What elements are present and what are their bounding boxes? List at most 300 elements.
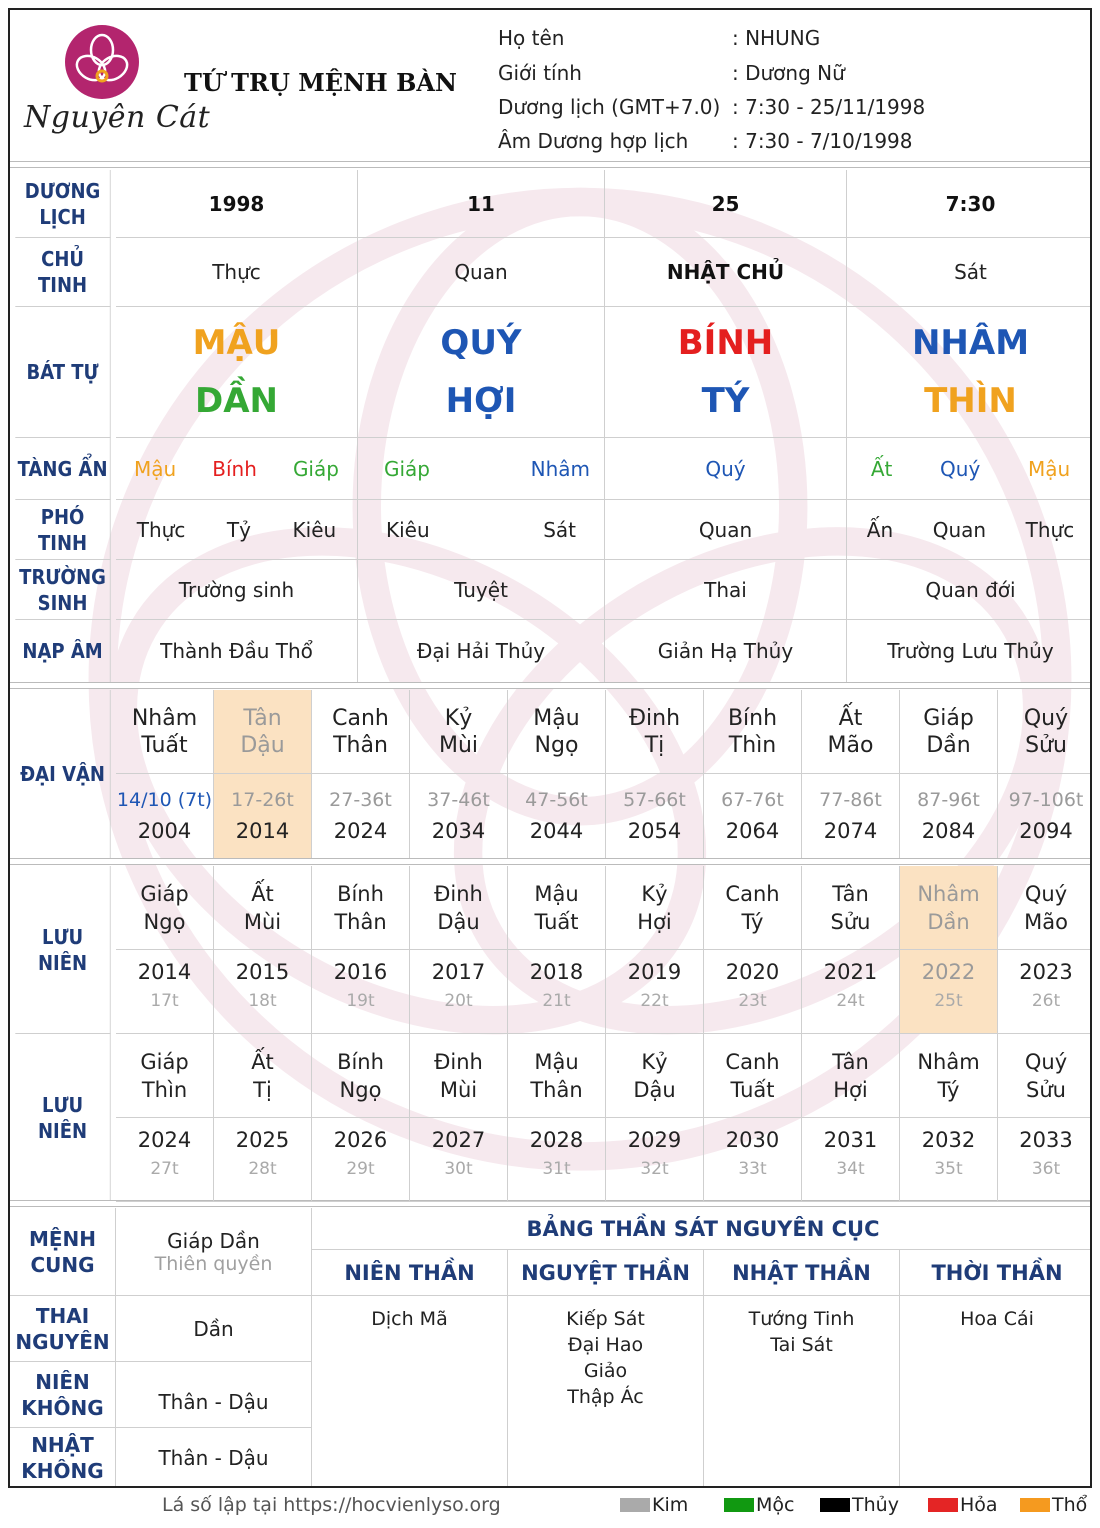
luu-nien-year: 2022 <box>921 960 976 984</box>
than-sat-col <box>312 1296 508 1488</box>
luu-nien-year-cell <box>704 1118 802 1202</box>
luu-nien-can: Đinh <box>434 1049 483 1074</box>
truong-sinh-month: Tuyệt <box>358 560 605 620</box>
pillar-day-date: 25 <box>605 170 847 238</box>
label-duong-lich: DƯƠNG LỊCH <box>15 170 110 238</box>
dai-van-pillar <box>410 690 508 774</box>
luu-nien-can: Mậu <box>534 1049 579 1074</box>
label-pho-tinh: PHÓ TINH <box>15 500 110 560</box>
luu-nien-pillar <box>116 1034 214 1118</box>
luu-nien-year: 2019 <box>627 960 682 984</box>
dai-van-period <box>312 774 410 858</box>
dai-van-year: 2034 <box>431 819 486 843</box>
luu-nien-age: 34t <box>836 1159 865 1179</box>
luu-nien-year: 2020 <box>725 960 780 984</box>
legend-label: Thổ <box>1052 1494 1088 1516</box>
nien-khong-value: Thân - Dậu <box>116 1362 312 1428</box>
legend-swatch <box>1020 1498 1050 1512</box>
luu-nien-chi: Dậu <box>437 909 480 934</box>
label-dai-van: ĐẠI VẬN <box>15 690 110 858</box>
luu-nien-pillar <box>900 1034 998 1118</box>
luu-nien-chi: Dậu <box>633 1077 676 1102</box>
bat-tu-year <box>116 307 358 438</box>
dai-van-pillar <box>312 690 410 774</box>
luu-nien-can: Ất <box>251 1049 274 1074</box>
pho-tinh-item: Thực <box>1025 517 1075 542</box>
luu-nien-chi: Mùi <box>439 1077 478 1102</box>
nap-am-hour: Trường Lưu Thủy <box>887 639 1054 663</box>
luu-nien-year-cell <box>606 950 704 1034</box>
bat-tu-chi: THÌN <box>924 381 1017 421</box>
name-value: : NHUNG <box>732 26 821 50</box>
dai-van-year: 2044 <box>529 819 584 843</box>
gender-value: : Dương Nữ <box>732 61 845 85</box>
tang-an-item: Giáp <box>292 456 339 481</box>
legend-item <box>620 1494 688 1516</box>
bat-tu-can: NHÂM <box>911 323 1030 363</box>
luu-nien-can: Giáp <box>140 1049 189 1074</box>
luu-nien-can: Nhâm <box>917 881 980 906</box>
luu-nien-year: 2033 <box>1019 1128 1073 1152</box>
than-sat-col <box>508 1296 704 1488</box>
than-sat-item: Thập Ác <box>567 1386 644 1408</box>
dai-van-age: 57-66t <box>623 789 686 811</box>
luu-nien-age: 35t <box>934 1159 963 1179</box>
label-truong-sinh: TRƯỜNG SINH <box>15 560 110 620</box>
tang-an-item: Quý <box>705 456 746 481</box>
luu-nien-pillar <box>508 866 606 950</box>
luu-nien-year: 2015 <box>235 960 290 984</box>
label-luu-nien-1: LƯU NIÊN <box>15 866 110 1034</box>
luu-nien-year-cell <box>508 950 606 1034</box>
truong-sinh-year: Trường sinh <box>116 560 358 620</box>
pho-tinh-item: Quan <box>932 517 987 542</box>
pho-tinh-item: Tỷ <box>226 517 251 542</box>
dai-van-chi: Thân <box>333 732 388 758</box>
tang-an-item: Giáp <box>384 456 431 481</box>
dai-van-period <box>508 774 606 858</box>
pho-tinh-item: Sát <box>543 517 576 542</box>
luu-nien-pillar <box>312 1034 410 1118</box>
chart-frame <box>8 8 1092 1488</box>
luu-nien-chi: Dần <box>927 909 970 934</box>
luu-nien-year-cell <box>508 1118 606 1202</box>
bat-tu-can: BÍNH <box>677 323 774 363</box>
luu-nien-can: Ất <box>251 881 274 906</box>
label-menh-cung: MỆNH CUNG <box>10 1208 116 1296</box>
section-divider <box>10 858 1092 865</box>
solar-date-label: Dương lịch (GMT+7.0) <box>498 95 721 119</box>
luu-nien-can: Tân <box>832 1049 869 1074</box>
luu-nien-age: 17t <box>150 991 179 1011</box>
than-sat-item: Đại Hao <box>567 1334 644 1356</box>
bat-tu-day <box>605 307 847 438</box>
dai-van-chi: Mùi <box>438 732 479 758</box>
logo-text: Nguyên Cát <box>24 100 211 135</box>
dai-van-can: Kỷ <box>444 705 473 731</box>
nap-am-month: Đại Hải Thủy <box>358 620 605 682</box>
than-sat-item: Tướng Tinh <box>748 1308 855 1330</box>
luu-nien-can: Giáp <box>140 881 189 906</box>
luu-nien-year: 2017 <box>431 960 486 984</box>
luu-nien-chi: Tuất <box>534 909 579 934</box>
pho-tinh-month <box>358 500 605 560</box>
dai-van-chi: Tị <box>644 732 665 758</box>
dai-van-pillar <box>900 690 998 774</box>
luu-nien-year: 2028 <box>529 1128 584 1152</box>
legend-swatch <box>724 1498 754 1512</box>
luu-nien-year-cell <box>214 950 312 1034</box>
dai-van-year: 2024 <box>333 819 388 843</box>
than-sat-col-head: NGUYỆT THẦN <box>508 1250 704 1296</box>
luu-nien-chi: Sửu <box>1026 1077 1066 1102</box>
dai-van-period <box>802 774 900 858</box>
tang-an-item: Bính <box>212 456 257 481</box>
chu-tinh-hour: Sát <box>847 238 1092 307</box>
dai-van-can: Bính <box>727 705 778 731</box>
luu-nien-pillar <box>410 1034 508 1118</box>
tang-an-item: Ất <box>870 456 893 481</box>
truong-sinh-hour: Quan đới <box>847 560 1092 620</box>
luu-nien-year-cell <box>312 950 410 1034</box>
dai-van-age: 27-36t <box>329 789 392 811</box>
dai-van-chi: Dậu <box>240 732 285 758</box>
gender-label: Giới tính <box>498 61 582 85</box>
dai-van-year: 2094 <box>1019 819 1073 843</box>
luu-nien-can: Đinh <box>434 881 483 906</box>
dai-van-pillar <box>704 690 802 774</box>
luu-nien-year-cell <box>116 950 214 1034</box>
luu-nien-year-cell <box>802 950 900 1034</box>
label-nap-am: NẠP ÂM <box>15 620 110 682</box>
pillar-month-date: 11 <box>358 170 605 238</box>
dai-van-period <box>116 774 214 858</box>
dai-van-pillar <box>214 690 312 774</box>
tang-an-item: Mậu <box>1027 456 1071 481</box>
pho-tinh-item: Thực <box>136 517 186 542</box>
luu-nien-can: Kỷ <box>641 1049 668 1074</box>
luu-nien-chi: Tý <box>937 1077 960 1102</box>
dai-van-pillar <box>116 690 214 774</box>
luu-nien-can: Nhâm <box>917 1049 980 1074</box>
pho-tinh-item: Kiêu <box>292 517 337 542</box>
luu-nien-year-cell <box>116 1118 214 1202</box>
dai-van-period <box>704 774 802 858</box>
luu-nien-age: 27t <box>150 1159 179 1179</box>
luu-nien-chi: Thìn <box>141 1077 188 1102</box>
luu-nien-chi: Thân <box>334 909 387 934</box>
dai-van-age: 47-56t <box>525 789 588 811</box>
dai-van-year: 2084 <box>921 819 976 843</box>
luu-nien-year: 2030 <box>725 1128 780 1152</box>
luu-nien-year-cell <box>704 950 802 1034</box>
luu-nien-age: 25t <box>934 991 963 1011</box>
dai-van-pillar <box>606 690 704 774</box>
nap-am-year: Thành Đầu Thổ <box>116 620 358 682</box>
luu-nien-pillar <box>900 866 998 950</box>
luu-nien-pillar <box>508 1034 606 1118</box>
menh-cung-main: Giáp Dần <box>167 1228 260 1253</box>
logo <box>64 24 140 100</box>
luu-nien-can: Mậu <box>534 881 579 906</box>
legend-item <box>928 1494 998 1516</box>
luu-nien-can: Quý <box>1024 1049 1068 1074</box>
luu-nien-chi: Ngọ <box>143 909 186 934</box>
luu-nien-age: 28t <box>248 1159 277 1179</box>
dai-van-chi: Ngọ <box>534 732 579 758</box>
luu-nien-age: 18t <box>248 991 277 1011</box>
luu-nien-year: 2024 <box>137 1128 192 1152</box>
luu-nien-age: 32t <box>640 1159 669 1179</box>
nap-am-day: Giản Hạ Thủy <box>605 620 847 682</box>
luu-nien-age: 29t <box>346 1159 375 1179</box>
solar-date-value: : 7:30 - 25/11/1998 <box>732 95 926 119</box>
than-sat-col-head: NHẬT THẦN <box>704 1250 900 1296</box>
luu-nien-age: 30t <box>444 1159 473 1179</box>
chu-tinh-day: NHẬT CHỦ <box>605 238 847 307</box>
legend-label: Mộc <box>756 1494 795 1516</box>
truong-sinh-day: Thai <box>605 560 847 620</box>
luu-nien-year-cell <box>900 1118 998 1202</box>
label-thai-nguyen: THAI NGUYÊN <box>10 1296 116 1362</box>
dai-van-period <box>606 774 704 858</box>
pho-tinh-year <box>116 500 358 560</box>
luu-nien-age: 26t <box>1031 991 1061 1011</box>
tang-an-day <box>605 438 847 500</box>
luu-nien-year-cell <box>410 1118 508 1202</box>
pho-tinh-hour <box>847 500 1092 560</box>
label-luu-nien-2: LƯU NIÊN <box>15 1034 110 1202</box>
dai-van-can: Canh <box>332 705 389 731</box>
than-sat-title: BẢNG THẦN SÁT NGUYÊN CỤC <box>312 1208 1092 1250</box>
dai-van-pillar <box>508 690 606 774</box>
bat-tu-chi: HỢI <box>445 381 517 421</box>
luu-nien-year: 2018 <box>529 960 584 984</box>
pho-tinh-item: Quan <box>698 517 753 542</box>
bat-tu-chi: DẦN <box>195 381 278 421</box>
luu-nien-can: Canh <box>725 881 780 906</box>
luu-nien-year: 2027 <box>431 1128 486 1152</box>
dai-van-period <box>214 774 312 858</box>
label-nhat-khong: NHẬT KHÔNG <box>10 1428 116 1488</box>
tang-an-year <box>116 438 358 500</box>
luu-nien-year-cell <box>802 1118 900 1202</box>
luu-nien-age: 22t <box>640 991 669 1011</box>
legend-label: Hỏa <box>960 1494 998 1516</box>
dai-van-age: 17-26t <box>231 789 294 811</box>
chu-tinh-year: Thực <box>116 238 358 307</box>
luu-nien-age: 21t <box>542 991 571 1011</box>
luu-nien-year-cell <box>214 1118 312 1202</box>
luu-nien-can: Bính <box>337 1049 384 1074</box>
than-sat-item: Dịch Mã <box>371 1308 448 1330</box>
luu-nien-can: Quý <box>1024 881 1068 906</box>
label-bat-tu: BÁT TỰ <box>15 307 110 438</box>
luu-nien-year: 2031 <box>823 1128 878 1152</box>
legend-item <box>1020 1494 1087 1516</box>
dai-van-year: 2054 <box>627 819 682 843</box>
luu-nien-age: 33t <box>738 1159 767 1179</box>
dai-van-chi: Thìn <box>728 732 777 758</box>
luu-nien-can: Bính <box>337 881 384 906</box>
luu-nien-chi: Sửu <box>830 909 871 934</box>
luu-nien-year-cell <box>606 1118 704 1202</box>
dai-van-can: Ất <box>838 705 863 731</box>
legend-swatch <box>928 1498 958 1512</box>
pho-tinh-item: Ấn <box>866 517 894 542</box>
dai-van-can: Giáp <box>923 705 974 731</box>
section-divider <box>10 161 1092 168</box>
luu-nien-pillar <box>704 866 802 950</box>
than-sat-item: Tai Sát <box>770 1334 833 1356</box>
luu-nien-year: 2029 <box>627 1128 682 1152</box>
page-title: TỨ TRỤ MỆNH BÀN <box>184 68 457 97</box>
bat-tu-can: QUÝ <box>440 323 522 363</box>
luu-nien-age: 24t <box>836 991 865 1011</box>
luu-nien-year: 2025 <box>235 1128 290 1152</box>
pillar-year-date: 1998 <box>116 170 358 238</box>
luu-nien-pillar <box>410 866 508 950</box>
chu-tinh-month: Quan <box>358 238 605 307</box>
dai-van-age: 77-86t <box>819 789 882 811</box>
luu-nien-pillar <box>998 866 1092 950</box>
luu-nien-age: 23t <box>738 991 767 1011</box>
dai-van-chi: Dần <box>926 732 971 758</box>
dai-van-age: 37-46t <box>427 789 490 811</box>
luu-nien-pillar <box>214 866 312 950</box>
luu-nien-pillar <box>312 866 410 950</box>
thai-nguyen-value: Dần <box>116 1296 312 1362</box>
luu-nien-year: 2032 <box>921 1128 976 1152</box>
luu-nien-pillar <box>214 1034 312 1118</box>
than-sat-col-head: THỜI THẦN <box>900 1250 1092 1296</box>
dai-van-pillar <box>998 690 1092 774</box>
dai-van-can: Mậu <box>533 705 580 731</box>
luu-nien-year-cell <box>900 950 998 1034</box>
pho-tinh-item: Kiêu <box>386 517 430 542</box>
legend-swatch <box>620 1498 650 1512</box>
source-note: Lá số lập tại https://hocvienlyso.org <box>162 1494 501 1516</box>
bat-tu-month <box>358 307 605 438</box>
dai-van-pillar <box>802 690 900 774</box>
luu-nien-chi: Tuất <box>730 1077 775 1102</box>
luu-nien-chi: Tý <box>741 909 764 934</box>
than-sat-col-head: NIÊN THẦN <box>312 1250 508 1296</box>
dai-van-can: Đinh <box>628 705 681 731</box>
than-sat-item: Giảo <box>583 1360 628 1382</box>
than-sat-item: Kiếp Sát <box>566 1308 645 1330</box>
label-nien-khong: NIÊN KHÔNG <box>10 1362 116 1428</box>
label-tang-an: TÀNG ẨN <box>15 438 110 500</box>
luu-nien-year: 2016 <box>333 960 388 984</box>
tang-an-month <box>358 438 605 500</box>
menh-cung-value <box>116 1208 312 1296</box>
luu-nien-chi: Mùi <box>243 909 282 934</box>
luu-nien-year-cell <box>312 1118 410 1202</box>
legend-item <box>820 1494 899 1516</box>
dai-van-period <box>900 774 998 858</box>
dai-van-chi: Mão <box>827 732 874 758</box>
luu-nien-chi: Ngọ <box>339 1077 382 1102</box>
luu-nien-pillar <box>802 866 900 950</box>
luu-nien-age: 19t <box>346 991 375 1011</box>
dai-van-chi: Sửu <box>1025 732 1067 758</box>
dai-van-period <box>410 774 508 858</box>
luu-nien-year-cell <box>410 950 508 1034</box>
legend-item <box>724 1494 794 1516</box>
tang-an-item: Mậu <box>134 456 177 481</box>
luu-nien-chi: Tị <box>253 1077 272 1102</box>
bat-tu-hour <box>847 307 1092 438</box>
dai-van-age: 97-106t <box>1008 789 1084 811</box>
dai-van-period <box>998 774 1092 858</box>
luu-nien-pillar <box>998 1034 1092 1118</box>
tang-an-item: Quý <box>940 456 981 481</box>
dai-van-chi: Tuất <box>141 732 188 758</box>
luu-nien-year: 2014 <box>137 960 192 984</box>
dai-van-can: Quý <box>1023 705 1069 731</box>
legend-label: Kim <box>652 1494 689 1516</box>
luu-nien-age: 36t <box>1031 1159 1061 1179</box>
dai-van-year: 2064 <box>725 819 780 843</box>
luu-nien-pillar <box>606 866 704 950</box>
dai-van-age: 14/10 (7t) <box>116 789 213 811</box>
luu-nien-chi: Hợi <box>637 909 672 934</box>
dai-van-age: 87-96t <box>917 789 980 811</box>
legend-swatch <box>820 1498 850 1512</box>
bat-tu-can: MẬU <box>192 323 281 363</box>
luu-nien-age: 31t <box>542 1159 571 1179</box>
luu-nien-pillar <box>606 1034 704 1118</box>
luu-nien-year: 2021 <box>823 960 878 984</box>
tang-an-hour <box>847 438 1092 500</box>
section-divider <box>10 682 1092 689</box>
lunar-date-label: Âm Dương hợp lịch <box>498 129 689 153</box>
dai-van-year: 2014 <box>235 819 290 843</box>
luu-nien-pillar <box>116 866 214 950</box>
legend-label: Thủy <box>852 1494 899 1516</box>
dai-van-year: 2004 <box>137 819 192 843</box>
dai-van-year: 2074 <box>823 819 878 843</box>
lunar-date-value: : 7:30 - 7/10/1998 <box>732 129 913 153</box>
luu-nien-year: 2026 <box>333 1128 388 1152</box>
pillar-hour-date: 7:30 <box>847 170 1092 238</box>
bat-tu-chi: TÝ <box>701 381 750 421</box>
luu-nien-can: Tân <box>832 881 869 906</box>
than-sat-col <box>704 1296 900 1488</box>
pho-tinh-day <box>605 500 847 560</box>
luu-nien-year: 2023 <box>1019 960 1073 984</box>
luu-nien-age: 20t <box>444 991 473 1011</box>
luu-nien-year-cell <box>998 950 1092 1034</box>
luu-nien-can: Canh <box>725 1049 780 1074</box>
dai-van-age: 67-76t <box>721 789 784 811</box>
luu-nien-year-cell <box>998 1118 1092 1202</box>
tang-an-item: Nhâm <box>530 456 590 481</box>
menh-cung-sub: Thiên quyền <box>154 1252 273 1275</box>
nhat-khong-value: Thân - Dậu <box>116 1428 312 1488</box>
label-chu-tinh: CHỦ TINH <box>15 238 110 307</box>
luu-nien-pillar <box>704 1034 802 1118</box>
than-sat-item: Hoa Cái <box>960 1308 1034 1330</box>
luu-nien-chi: Mão <box>1024 909 1068 934</box>
name-label: Họ tên <box>498 26 565 50</box>
luu-nien-can: Kỷ <box>641 881 668 906</box>
luu-nien-chi: Thân <box>530 1077 583 1102</box>
luu-nien-chi: Hợi <box>833 1077 868 1102</box>
than-sat-col <box>900 1296 1092 1488</box>
dai-van-can: Nhâm <box>131 705 198 731</box>
